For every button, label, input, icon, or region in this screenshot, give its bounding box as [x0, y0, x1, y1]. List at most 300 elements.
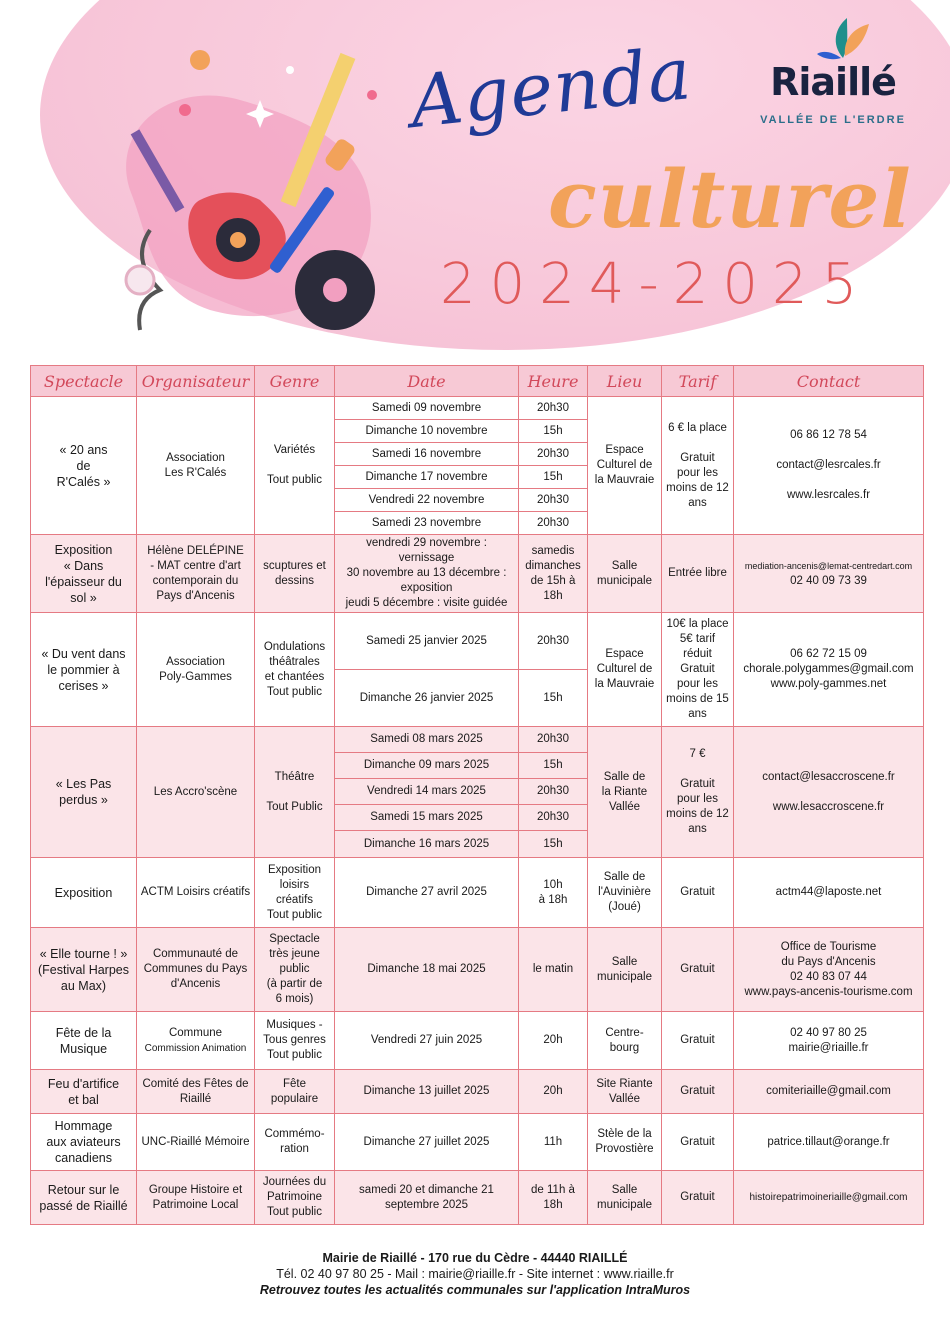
spectacle-cell: [31, 397, 137, 535]
cell-text: Samedi 23 novembre: [371, 516, 482, 529]
cell-line: du Pays d'Ancenis: [781, 955, 876, 968]
cell-line: Poly-Gammes: [159, 670, 232, 683]
cell-text: Dimanche 17 novembre: [365, 470, 488, 483]
cell-line: Journées du: [262, 1176, 327, 1188]
cell-text: 20h30: [537, 634, 569, 647]
cell-line: contact@lesrcales.fr: [776, 459, 881, 471]
cell-line: « Dans: [63, 558, 104, 573]
cell-line: Spectacle: [269, 933, 320, 945]
cell-line: Musique: [59, 1041, 108, 1056]
spectacle-cell: [31, 1114, 137, 1171]
riaille-logo: [758, 14, 908, 134]
cell-text: 15h: [543, 759, 563, 771]
cell-line: 02 40 83 07 44: [790, 970, 867, 983]
cell-line: 7 €: [689, 748, 706, 760]
heure-cell: [519, 928, 588, 1012]
date-cell: [335, 1114, 519, 1171]
contact-cell: [734, 858, 924, 928]
cell-text: le matin: [532, 963, 574, 975]
cell-line: [258, 785, 331, 800]
logo-subtitle: VALLÉE DE L'ERDRE: [760, 114, 906, 126]
cell-line: et chantées: [264, 670, 325, 683]
cell-line: le pommier à: [47, 662, 120, 677]
cell-line: 10€ la place: [666, 618, 729, 630]
cell-line: mairie@riaille.fr: [788, 1041, 869, 1054]
cell-line: Groupe Histoire et: [148, 1183, 243, 1196]
cell-line: Tout public: [267, 1206, 322, 1218]
lieu-cell: [588, 1070, 662, 1114]
cell-text: Dimanche 27 juillet 2025: [363, 1135, 490, 1148]
table-row: [31, 928, 924, 1012]
cell-text: de 11h à 18h: [531, 1183, 575, 1211]
date-cell: [335, 727, 519, 753]
cell-line: 5€ tarif: [679, 633, 716, 645]
cell-line: Fête: [282, 1077, 306, 1090]
lieu-cell: [588, 397, 662, 535]
date-cell: [335, 466, 519, 489]
table-row: [31, 727, 924, 753]
lieu-cell: [588, 613, 662, 727]
cell-line: Espace: [605, 444, 644, 456]
tarif-cell: [662, 928, 734, 1012]
heure-cell: [519, 512, 588, 535]
date-cell: [335, 1070, 519, 1114]
cell-text: 10h à 18h: [538, 878, 568, 906]
cell-line: Stèle de la: [597, 1128, 652, 1140]
date-cell: [335, 779, 519, 805]
date-cell: [335, 489, 519, 512]
cell-text: Samedi 08 mars 2025: [370, 733, 483, 745]
cell-line: ACTM Loisirs créatifs: [140, 886, 251, 898]
cell-line: Gratuit: [680, 451, 715, 464]
cell-text: 20h30: [537, 811, 569, 823]
cell-line: pour les: [677, 793, 718, 805]
cell-line: municipale: [597, 1198, 652, 1211]
date-cell: [335, 805, 519, 831]
cell-line: Culturel de: [596, 459, 653, 471]
cell-line: Communes du Pays: [143, 963, 248, 975]
genre-cell: [255, 1114, 335, 1171]
cell-line: d'Ancenis: [170, 978, 221, 990]
cell-line: comiteriaille@gmail.com: [766, 1085, 891, 1097]
cell-line: Salle: [611, 955, 638, 968]
genre-cell: [255, 535, 335, 613]
genre-cell: [255, 1171, 335, 1225]
footer-address: Mairie de Riaillé - 170 rue du Cèdre - 44440 RIAILLÉ: [322, 1251, 628, 1265]
heure-cell: [519, 420, 588, 443]
cell-line: moins de 15: [666, 693, 729, 705]
cell-line: scuptures et: [263, 559, 326, 572]
cell-line: www.lesrcales.fr: [786, 489, 871, 501]
cell-text: vendredi 29 novembre : vernissage 30 novembre au 13 décembre : exposition jeudi 5 décembre : visite guidée: [345, 537, 508, 609]
cell-line: municipale: [597, 970, 652, 983]
tarif-cell: [662, 1114, 734, 1171]
contact-cell: [734, 727, 924, 858]
cell-line: Commémo-: [264, 1128, 325, 1140]
cell-line: Patrimoine: [267, 1191, 322, 1203]
cell-line: la Riante: [601, 785, 648, 798]
cell-line: www.pays-ancenis-tourisme.com: [744, 985, 913, 998]
heure-cell: [519, 466, 588, 489]
cell-text: 20h30: [537, 785, 569, 797]
genre-cell: [255, 1012, 335, 1070]
date-cell: [335, 420, 519, 443]
table-row: [31, 397, 924, 420]
arts-illustration-icon: [90, 40, 410, 350]
cell-line: « Du vent dans: [41, 646, 126, 661]
tarif-cell: [662, 1070, 734, 1114]
cell-text: 20h30: [537, 401, 569, 414]
cell-line: sol »: [70, 590, 97, 605]
cell-line: Ondulations: [263, 640, 326, 653]
title-years: 2024-2025: [440, 252, 872, 317]
cell-line: 06 86 12 78 54: [790, 429, 867, 441]
date-cell: [335, 443, 519, 466]
cell-line: Office de Tourisme: [780, 940, 877, 953]
heure-cell: [519, 1171, 588, 1225]
table-row: [31, 1171, 924, 1225]
cell-line: Exposition: [54, 542, 113, 557]
heure-cell: [519, 753, 588, 779]
cell-line: (à partir de: [266, 978, 323, 990]
lieu-cell: [588, 1012, 662, 1070]
cell-line: Tout public: [267, 908, 322, 921]
cell-line: contact@lesaccroscene.fr: [762, 770, 895, 783]
lieu-cell: [588, 727, 662, 858]
cell-line: moins de 12: [666, 808, 729, 820]
genre-cell: [255, 1070, 335, 1114]
heure-cell: [519, 1070, 588, 1114]
contact-cell: [734, 397, 924, 535]
heure-cell: [519, 443, 588, 466]
cell-line: Gratuit: [680, 886, 715, 898]
cell-text: 20h30: [537, 447, 569, 460]
column-header: Contact: [734, 366, 924, 397]
cell-line: l'Auvinière: [598, 886, 651, 898]
cell-line: la Mauvraie: [594, 474, 655, 486]
heure-cell: [519, 535, 588, 613]
footer: [0, 1250, 950, 1298]
cell-line: patrice.tillaut@orange.fr: [767, 1135, 890, 1148]
cell-line: Salle: [611, 559, 638, 572]
cell-text: 20h30: [537, 516, 569, 529]
column-header: Spectacle: [31, 366, 137, 397]
cell-line: Hélène DELÉPINE: [147, 544, 244, 557]
cell-text: Samedi 09 novembre: [371, 401, 482, 414]
date-cell: [335, 397, 519, 420]
cell-line: pour les: [677, 466, 718, 479]
cell-text: Dimanche 13 juillet 2025: [363, 1085, 490, 1097]
tarif-cell: [662, 397, 734, 535]
column-header: Date: [335, 366, 519, 397]
spectacle-cell: [31, 613, 137, 727]
spectacle-cell: [31, 727, 137, 858]
cell-text: Samedi 16 novembre: [371, 447, 482, 460]
genre-cell: [255, 858, 335, 928]
date-cell: [335, 928, 519, 1012]
cell-line: théâtrales: [269, 655, 320, 668]
heure-cell: [519, 858, 588, 928]
table-row: [31, 1070, 924, 1114]
cell-line: Association: [166, 451, 225, 464]
cell-line: chorale.polygammes@gmail.com: [743, 663, 914, 675]
cell-line: UNC-Riaillé Mémoire: [141, 1135, 250, 1148]
cell-line: réduit: [683, 648, 712, 660]
cell-line: canadiens: [55, 1151, 112, 1165]
leaves-icon: [813, 14, 873, 60]
cell-text: samedi 20 et dimanche 21 septembre 2025: [359, 1183, 494, 1211]
spectacle-cell: [31, 1012, 137, 1070]
cell-line: Communauté de: [152, 948, 239, 960]
cell-text: Samedi 25 janvier 2025: [366, 634, 487, 647]
cell-text: Dimanche 09 mars 2025: [363, 759, 490, 771]
column-header: Lieu: [588, 366, 662, 397]
cell-text: 15h: [543, 691, 563, 704]
contact-cell: [734, 1070, 924, 1114]
heure-cell: [519, 489, 588, 512]
cell-line: www.poly-gammes.net: [770, 678, 887, 690]
cell-line: mediation-ancenis@lemat-centredart.com: [744, 560, 913, 571]
cell-line: ration: [280, 1143, 309, 1155]
cell-line: l'épaisseur du: [45, 574, 122, 589]
cell-line: Les R'Calés: [164, 466, 227, 479]
cell-line: « Les Pas: [55, 777, 112, 791]
organisateur-cell: [137, 1012, 255, 1070]
lieu-cell: [588, 1171, 662, 1225]
cell-text: Dimanche 27 avril 2025: [366, 886, 487, 898]
cell-line: Les Accro'scène: [153, 785, 238, 798]
cell-line: Gratuit: [680, 963, 715, 975]
date-cell: [335, 831, 519, 858]
tarif-cell: [662, 535, 734, 613]
cell-line: [737, 473, 920, 488]
cell-text: 15h: [543, 424, 563, 437]
cell-line: Variétés: [273, 444, 316, 456]
cell-line: pour les: [677, 678, 718, 690]
cell-line: Théâtre: [274, 770, 315, 783]
cell-line: Salle: [611, 1183, 638, 1196]
tarif-cell: [662, 1171, 734, 1225]
tarif-cell: [662, 727, 734, 858]
spectacle-cell: [31, 1171, 137, 1225]
table-row: [31, 535, 924, 613]
cell-line: Comité des Fêtes de: [142, 1077, 249, 1090]
spectacle-cell: [31, 858, 137, 928]
heure-cell: [519, 670, 588, 727]
genre-cell: [255, 613, 335, 727]
cell-line: R'Calés »: [56, 474, 111, 489]
cell-line: bourg: [609, 1041, 640, 1054]
heure-cell: [519, 805, 588, 831]
tarif-cell: [662, 613, 734, 727]
cell-line: Site Riante: [596, 1077, 653, 1090]
cell-text: 20h30: [537, 733, 569, 745]
column-header: Organisateur: [137, 366, 255, 397]
table-header-row: [31, 366, 924, 397]
cell-line: loisirs: [279, 878, 310, 891]
cell-line: 6 mois): [275, 993, 314, 1005]
cell-line: (Festival Harpes: [38, 962, 129, 977]
cell-text: samedis dimanches de 15h à 18h: [525, 544, 581, 602]
contact-cell: [734, 1012, 924, 1070]
cell-line: ans: [688, 823, 707, 835]
cell-line: Pays d'Ancenis: [156, 589, 235, 602]
cell-line: Vallée: [608, 800, 641, 813]
contact-cell: [734, 613, 924, 727]
cell-line: Commune: [168, 1026, 223, 1039]
cell-line: « Elle tourne ! »: [39, 946, 128, 961]
cell-text: 15h: [543, 470, 563, 483]
cell-line: [665, 436, 730, 451]
heure-cell: [519, 1012, 588, 1070]
date-cell: [335, 512, 519, 535]
table-row: [31, 613, 924, 670]
cell-line: perdus »: [59, 793, 108, 807]
cell-line: Espace: [605, 648, 644, 660]
heure-cell: [519, 1114, 588, 1171]
cell-line: 06 62 72 15 09: [790, 648, 867, 660]
cell-text: Samedi 15 mars 2025: [370, 811, 483, 823]
table-body: [31, 397, 924, 1225]
cell-line: Centre-: [605, 1026, 644, 1039]
tarif-cell: [662, 858, 734, 928]
date-cell: [335, 1171, 519, 1225]
heure-cell: [519, 779, 588, 805]
cell-line: Riaillé: [179, 1092, 212, 1105]
organisateur-cell: [137, 1114, 255, 1171]
cell-line: cerises »: [58, 678, 109, 693]
genre-cell: [255, 928, 335, 1012]
cell-line: Musiques -: [266, 1019, 323, 1031]
heure-cell: [519, 831, 588, 858]
cell-line: créatifs: [275, 893, 314, 906]
cell-text: 11h: [543, 1135, 563, 1148]
cell-line: municipale: [597, 574, 652, 587]
cell-line: passé de Riaillé: [39, 1198, 128, 1213]
cell-line: et bal: [68, 1092, 99, 1107]
date-cell: [335, 613, 519, 670]
spectacle-cell: [31, 928, 137, 1012]
table-row: [31, 1114, 924, 1171]
organisateur-cell: [137, 858, 255, 928]
organisateur-cell: [137, 1171, 255, 1225]
column-header: Tarif: [662, 366, 734, 397]
heure-cell: [519, 397, 588, 420]
logo-name: Riaillé: [770, 60, 896, 104]
cell-line: 02 40 97 80 25: [790, 1026, 867, 1039]
cell-text: Vendredi 27 juin 2025: [370, 1034, 483, 1046]
agenda-table: [30, 365, 924, 1225]
lieu-cell: [588, 535, 662, 613]
cell-line: au Max): [60, 978, 107, 993]
date-cell: [335, 535, 519, 613]
cell-text: 20h30: [537, 493, 569, 506]
contact-cell: [734, 1171, 924, 1225]
cell-line: Gratuit: [680, 1191, 715, 1203]
cell-line: Culturel de: [596, 663, 653, 675]
cell-line: Feu d'artifice: [47, 1076, 120, 1091]
cell-line: Salle de: [603, 871, 646, 883]
cell-line: ans: [688, 496, 707, 509]
cell-text: Vendredi 14 mars 2025: [367, 785, 486, 797]
cell-line: actm44@laposte.net: [775, 886, 882, 898]
cell-line: Salle de: [603, 770, 646, 783]
lieu-cell: [588, 858, 662, 928]
genre-cell: [255, 727, 335, 858]
lieu-cell: [588, 928, 662, 1012]
cell-line: Tous genres: [263, 1034, 326, 1046]
cell-line: dessins: [275, 574, 314, 587]
cell-line: www.lesaccroscene.fr: [772, 800, 885, 813]
cell-text: Dimanche 10 novembre: [365, 424, 488, 437]
cell-line: [737, 785, 920, 800]
column-header: Heure: [519, 366, 588, 397]
spectacle-cell: [31, 1070, 137, 1114]
date-cell: [335, 858, 519, 928]
footer-app-note: Retrouvez toutes les actualités communales sur l'application IntraMuros: [259, 1283, 691, 1297]
cell-line: histoirepatrimoineriaille@gmail.com: [749, 1192, 908, 1203]
cell-line: Association: [166, 655, 225, 668]
header: [0, 0, 950, 360]
cell-line: [665, 762, 730, 777]
cell-text: Vendredi 22 novembre: [368, 493, 485, 506]
cell-line: très jeune: [269, 948, 320, 960]
cell-text: 15h: [543, 837, 563, 850]
cell-line: aux aviateurs: [46, 1135, 121, 1149]
date-cell: [335, 753, 519, 779]
spectacle-cell: [31, 535, 137, 613]
title-culturel: culturel: [548, 152, 912, 246]
organisateur-cell: [137, 535, 255, 613]
cell-line: Tout public: [267, 474, 322, 486]
cell-line: Patrimoine Local: [152, 1198, 239, 1211]
organisateur-cell: [137, 397, 255, 535]
footer-contact: Tél. 02 40 97 80 25 - Mail : mairie@riaille.fr - Site internet : www.riaille.fr: [276, 1267, 674, 1281]
cell-line: Fête de la: [55, 1025, 112, 1040]
cell-line: [737, 443, 920, 458]
date-cell: [335, 670, 519, 727]
contact-cell: [734, 928, 924, 1012]
contact-cell: [734, 535, 924, 613]
cell-line: 02 40 09 73 39: [790, 574, 867, 587]
lieu-cell: [588, 1114, 662, 1171]
cell-line: (Joué): [608, 901, 641, 913]
cell-line: Tout Public: [266, 800, 323, 813]
heure-cell: [519, 613, 588, 670]
date-cell: [335, 1012, 519, 1070]
table-row: [31, 858, 924, 928]
cell-line: Tout public: [267, 1049, 322, 1061]
cell-line: populaire: [270, 1092, 319, 1105]
cell-text: Dimanche 18 mai 2025: [367, 963, 486, 975]
cell-line: Gratuit: [680, 778, 715, 790]
cell-line: Vallée: [608, 1092, 641, 1105]
cell-line: public: [279, 963, 310, 975]
cell-text: Dimanche 26 janvier 2025: [359, 691, 494, 704]
table-row: [31, 1012, 924, 1070]
cell-line: de: [76, 458, 91, 473]
cell-line: Gratuit: [680, 1085, 715, 1097]
cell-line: Provostière: [595, 1143, 654, 1155]
title-agenda: Agenda: [406, 30, 696, 144]
cell-line: contemporain du: [152, 574, 239, 587]
heure-cell: [519, 727, 588, 753]
cell-line: Commission Animation: [144, 1042, 247, 1054]
column-header: Genre: [255, 366, 335, 397]
cell-line: Exposition: [54, 885, 113, 900]
organisateur-cell: [137, 727, 255, 858]
cell-line: 6 € la place: [668, 421, 727, 434]
